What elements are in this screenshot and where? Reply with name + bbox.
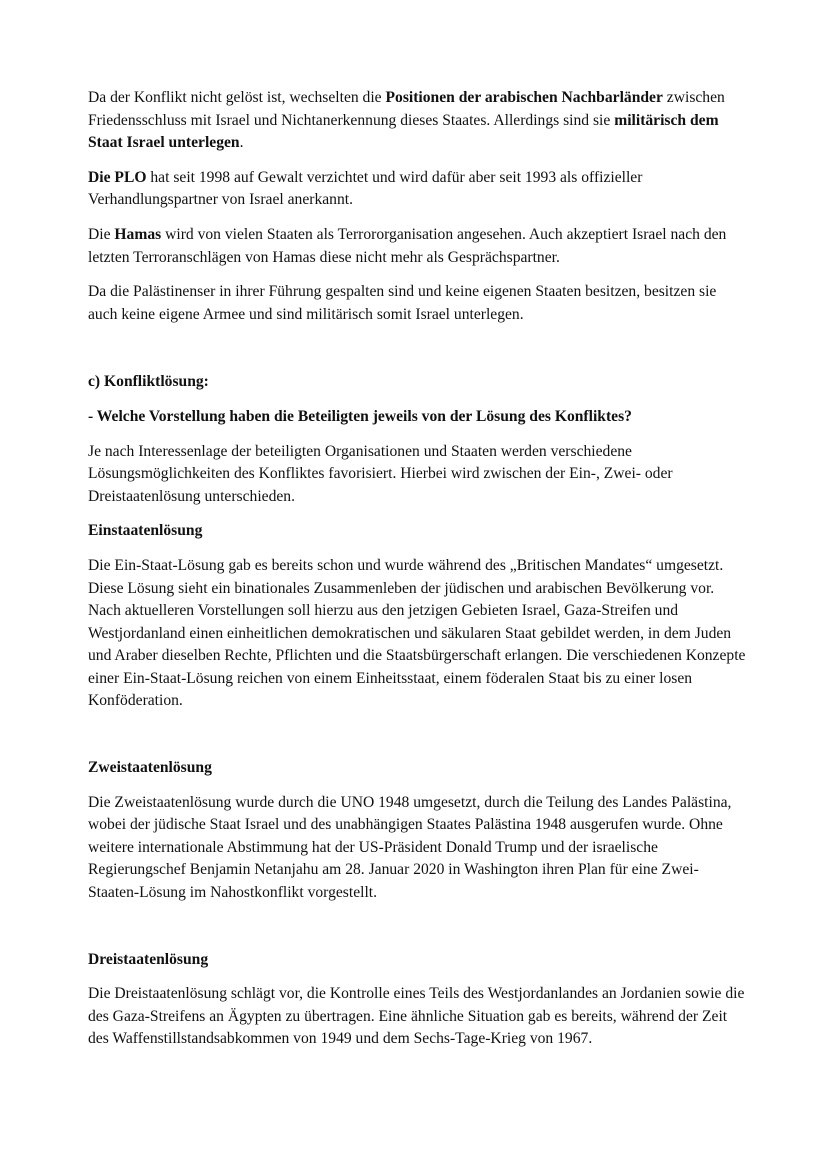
paragraph-plo bbox=[88, 167, 748, 212]
text-run: wird von vielen Staaten als Terrororganisation angesehen. Auch akzeptiert Israel nach den letzten Terroranschlägen von Hamas diese nicht mehr als Gesprächspartner. bbox=[88, 225, 727, 266]
bold-run: Positionen der arabischen Nachbarländer bbox=[385, 89, 663, 106]
heading-two-state: Zweistaatenlösung bbox=[88, 759, 212, 777]
paragraph-two-state: Die Zweistaatenlösung wurde durch die UNO 1948 umgesetzt, durch die Teilung des Landes Palästina, wobei der jüdische Staat Israel und des unabhängigen Staates Palästina 1948 ausgerufen wurde. Ohne weitere internationale Abstimmung hat der US-Präsident Donald Trump und der israelische Regierungschef Benjamin Netanjahu am 28. Januar 2020 in Washington ihren Plan für eine Zwei-Staaten-Lösung im Nahostkonflikt vorgestellt. bbox=[88, 793, 732, 902]
heading-three-state: Dreistaatenlösung bbox=[88, 950, 209, 968]
paragraph-one-state: Die Ein-Staat-Lösung gab es bereits schon und wurde während des „Britischen Mandates“ umgesetzt. Diese Lösung sieht ein binationales Zusammenleben der jüdischen und arabischen Bevölkerung vor. Nach aktuelleren Vorstellungen soll hierzu aus den jetzigen Gebieten Israel, Gaza-Streifen und Westjordanland einen einheitlichen demokratischen und säkularen Staat gebildet werden, in dem Juden und Araber dieselben Rechte, Pflichten und die Staatsbürgerschaft erlangen. Die verschiedenen Konzepte einer Ein-Staat-Lösung reichen von einem Einheitsstaat, einem föderalen Staat bis zu einer losen Konföderation. bbox=[88, 556, 746, 710]
bold-run: Hamas bbox=[114, 225, 162, 243]
bold-run: Die PLO bbox=[88, 168, 147, 186]
text-run: Da der Konflikt nicht gelöst ist, wechselten die bbox=[88, 89, 386, 106]
paragraph-intro: Je nach Interessenlage der beteiligten Organisationen und Staaten werden verschiedene Lösungsmöglichkeiten des Konfliktes favorisiert. Hierbei wird zwischen der Ein-, Zwei- oder Dreistaatenlösung unterschieden. bbox=[88, 442, 673, 505]
bold-run: militärisch dem Staat Israel unterlegen bbox=[88, 111, 719, 152]
paragraph-three-state: Die Dreistaatenlösung schlägt vor, die Kontrolle eines Teils des Westjordanlandes an Jordanien sowie die des Gaza-Streifens an Ägypten zu übertragen. Eine ähnliche Situation gab es bereits, während der Zeit des Waffenstillstandsabkommen von 1949 und dem Sechs-Tage-Krieg von 1967. bbox=[88, 985, 745, 1048]
paragraph-hamas bbox=[88, 224, 748, 269]
section-heading-conflict-resolution: c) Konfliktlösung: bbox=[88, 373, 209, 391]
text-run: Die bbox=[88, 225, 115, 243]
document-body bbox=[88, 87, 748, 1051]
text-run: . bbox=[239, 134, 244, 152]
text-run: hat seit 1998 auf Gewalt verzichtet und wird dafür aber seit 1993 als offizieller Verhandlungspartner von Israel anerkannt. bbox=[88, 168, 643, 209]
heading-one-state: Einstaatenlösung bbox=[88, 522, 203, 540]
paragraph-palestinians: Da die Palästinenser in ihrer Führung gespalten sind und keine eigenen Staaten besitzen, besitzen sie auch keine eigene Armee und sind militärisch somit Israel unterlegen. bbox=[88, 283, 717, 323]
section-question: - Welche Vorstellung haben die Beteiligten jeweils von der Lösung des Konfliktes? bbox=[88, 407, 632, 425]
paragraph-arab-neighbors bbox=[88, 87, 748, 155]
text-run: zwischen Friedensschluss mit Israel und Nichtanerkennung dieses Staates. Allerdings sind sie bbox=[88, 89, 725, 129]
